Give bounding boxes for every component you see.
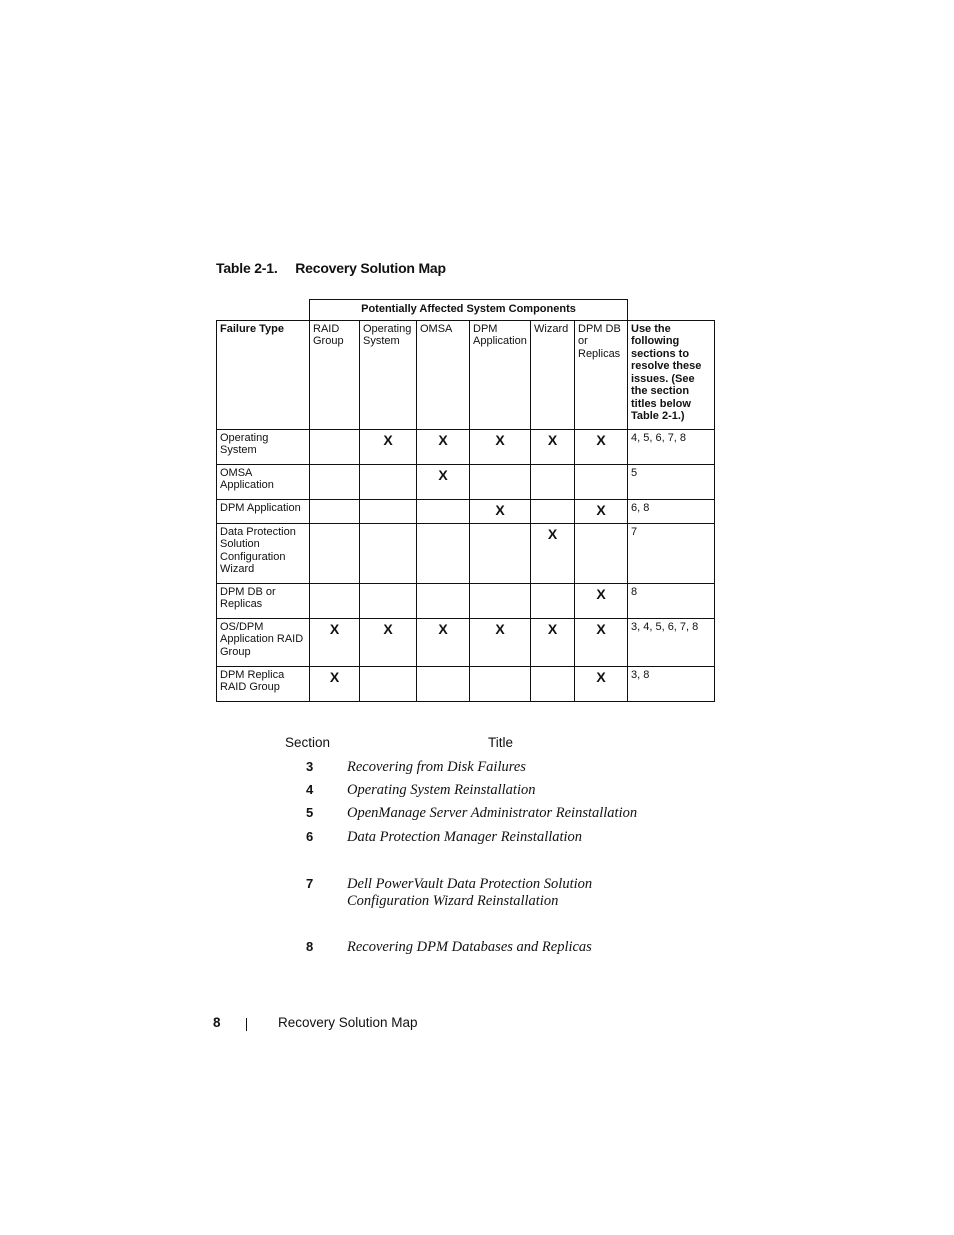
sections-cell: 6, 8 bbox=[628, 499, 715, 523]
mark-cell bbox=[310, 464, 360, 499]
mark-cell bbox=[360, 583, 417, 618]
column-header-omsa: OMSA bbox=[417, 320, 470, 429]
mark-cell: X bbox=[417, 618, 470, 666]
mark-cell bbox=[360, 666, 417, 701]
section-number: 7 bbox=[306, 876, 314, 891]
mark-cell bbox=[575, 523, 628, 583]
sections-cell: 4, 5, 6, 7, 8 bbox=[628, 429, 715, 464]
mark-cell bbox=[360, 523, 417, 583]
column-header-operating-system: Operating System bbox=[360, 320, 417, 429]
mark-cell: X bbox=[470, 618, 531, 666]
section-title: Data Protection Manager Reinstallation bbox=[347, 829, 583, 845]
table-row bbox=[217, 499, 715, 523]
mark-cell: X bbox=[470, 499, 531, 523]
section-number: 5 bbox=[306, 805, 314, 820]
mark-cell: X bbox=[310, 666, 360, 701]
failure-type-cell: DPM Application bbox=[217, 499, 310, 523]
blank-cell bbox=[628, 300, 715, 321]
mark-cell: X bbox=[360, 429, 417, 464]
mark-cell: X bbox=[310, 618, 360, 666]
section-column-header: Section bbox=[285, 735, 331, 750]
section-title: Dell PowerVault Data Protection Solution Configuration Wizard Reinstallation bbox=[347, 876, 593, 909]
mark-cell: X bbox=[575, 583, 628, 618]
mark-cell bbox=[310, 499, 360, 523]
mark-cell: X bbox=[575, 429, 628, 464]
section-title: OpenManage Server Administrator Reinstallation bbox=[347, 805, 638, 821]
mark-cell bbox=[417, 523, 470, 583]
mark-cell bbox=[531, 499, 575, 523]
column-header-dpm-db: DPM DB or Replicas bbox=[575, 320, 628, 429]
mark-cell bbox=[470, 464, 531, 499]
sections-cell: 8 bbox=[628, 583, 715, 618]
sections-cell: 5 bbox=[628, 464, 715, 499]
table-title: Recovery Solution Map bbox=[295, 260, 446, 276]
running-title: Recovery Solution Map bbox=[278, 1015, 418, 1030]
mark-cell bbox=[470, 666, 531, 701]
mark-cell bbox=[531, 583, 575, 618]
mark-cell: X bbox=[531, 618, 575, 666]
mark-cell bbox=[310, 523, 360, 583]
mark-cell: X bbox=[575, 666, 628, 701]
title-column-header: Title bbox=[488, 735, 514, 750]
table-row bbox=[217, 464, 715, 499]
mark-cell bbox=[470, 583, 531, 618]
sections-cell: 7 bbox=[628, 523, 715, 583]
mark-cell bbox=[417, 583, 470, 618]
mark-cell bbox=[470, 523, 531, 583]
mark-cell: X bbox=[575, 499, 628, 523]
table-row bbox=[217, 666, 715, 701]
section-number: 6 bbox=[306, 829, 314, 844]
column-header-sections: Use the following sections to resolve these issues. (See the section titles below Table 2-1.) bbox=[628, 320, 715, 429]
mark-cell bbox=[531, 464, 575, 499]
table-row bbox=[217, 429, 715, 464]
mark-cell bbox=[310, 583, 360, 618]
mark-cell bbox=[575, 464, 628, 499]
column-header-failure-type: Failure Type bbox=[217, 320, 310, 429]
mark-cell bbox=[417, 499, 470, 523]
failure-type-cell: OS/DPM Application RAID Group bbox=[217, 618, 310, 666]
page-number: 8 bbox=[213, 1015, 221, 1030]
section-number: 4 bbox=[306, 782, 314, 797]
failure-type-cell: DPM DB or Replicas bbox=[217, 583, 310, 618]
group-header: Potentially Affected System Components bbox=[310, 300, 628, 321]
recovery-solution-map-table bbox=[216, 299, 715, 702]
mark-cell bbox=[310, 429, 360, 464]
table-row bbox=[217, 583, 715, 618]
mark-cell: X bbox=[531, 429, 575, 464]
mark-cell bbox=[417, 666, 470, 701]
section-title: Recovering from Disk Failures bbox=[347, 759, 526, 775]
table-row bbox=[217, 523, 715, 583]
failure-type-cell: OMSA Application bbox=[217, 464, 310, 499]
mark-cell: X bbox=[575, 618, 628, 666]
failure-type-cell: Operating System bbox=[217, 429, 310, 464]
mark-cell: X bbox=[470, 429, 531, 464]
section-title: Operating System Reinstallation bbox=[347, 782, 536, 798]
mark-cell bbox=[360, 499, 417, 523]
section-number: 3 bbox=[306, 759, 314, 774]
mark-cell: X bbox=[417, 464, 470, 499]
failure-type-cell: Data Protection Solution Configuration Wizard bbox=[217, 523, 310, 583]
mark-cell: X bbox=[417, 429, 470, 464]
table-caption bbox=[216, 260, 446, 276]
table-number: Table 2-1. bbox=[216, 260, 278, 276]
mark-cell bbox=[531, 666, 575, 701]
mark-cell bbox=[360, 464, 417, 499]
column-header-dpm-application: DPM Application bbox=[470, 320, 531, 429]
blank-cell bbox=[217, 300, 310, 321]
column-header-raid-group: RAID Group bbox=[310, 320, 360, 429]
sections-cell: 3, 4, 5, 6, 7, 8 bbox=[628, 618, 715, 666]
failure-type-cell: DPM Replica RAID Group bbox=[217, 666, 310, 701]
section-number: 8 bbox=[306, 939, 314, 954]
mark-cell: X bbox=[360, 618, 417, 666]
mark-cell: X bbox=[531, 523, 575, 583]
footer-divider bbox=[246, 1018, 247, 1031]
sections-cell: 3, 8 bbox=[628, 666, 715, 701]
section-title: Recovering DPM Databases and Replicas bbox=[347, 939, 592, 955]
table-row bbox=[217, 618, 715, 666]
column-header-wizard: Wizard bbox=[531, 320, 575, 429]
